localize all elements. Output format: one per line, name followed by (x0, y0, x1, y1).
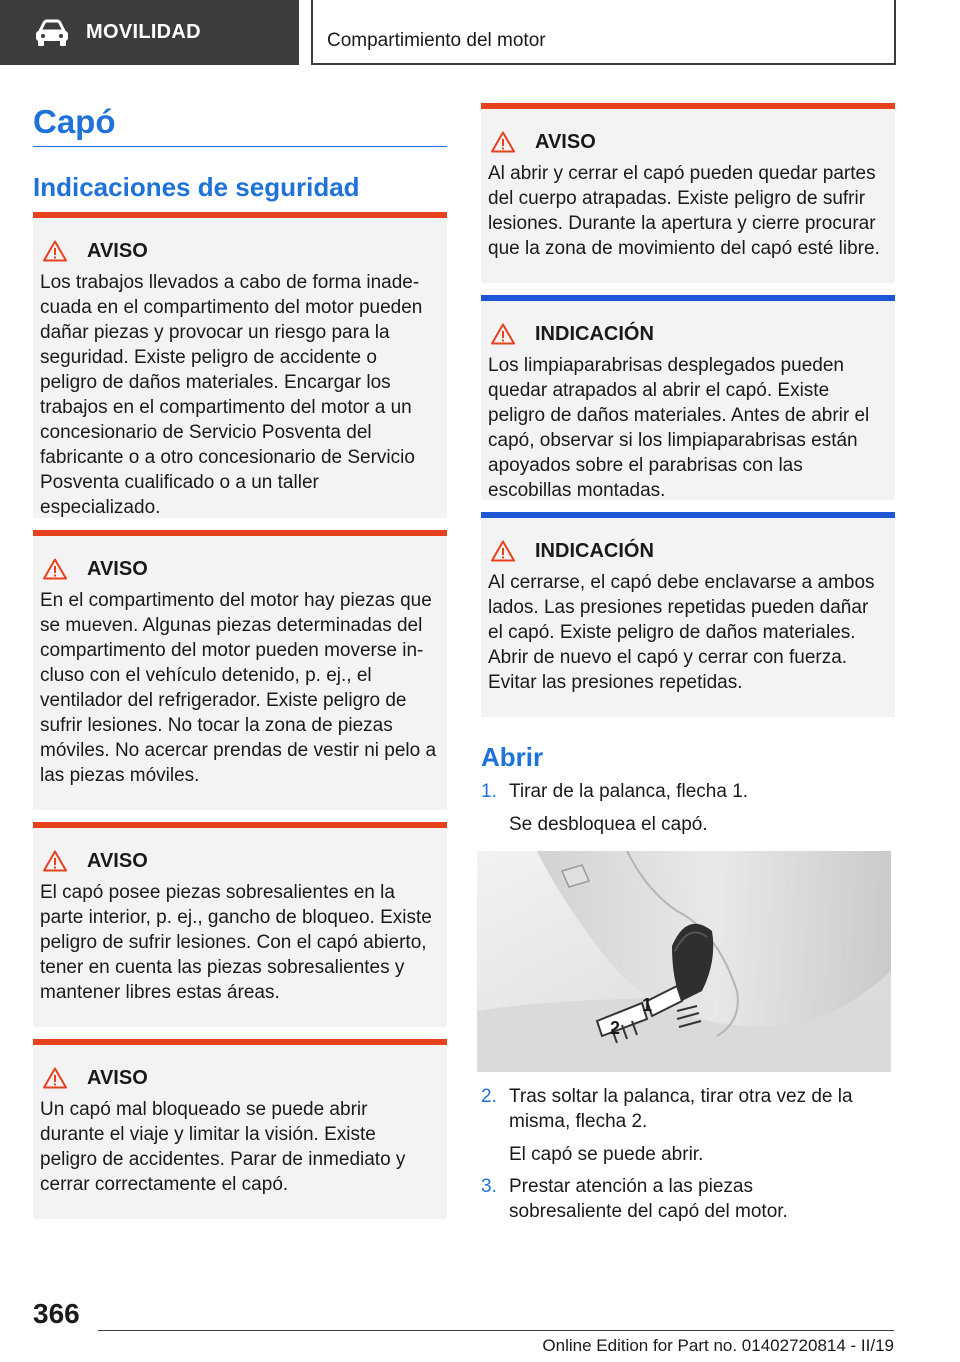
notice-text: Al abrir y cerrar el capó pueden quedar partes del cuerpo atrapadas. Existe peligro de sufrir lesiones. Durante la apertura y cierre procurar que la zona de movimiento del capó esté libre. (488, 163, 880, 259)
section-subtitle: Indicaciones de seguridad (33, 172, 360, 202)
step-item (481, 1174, 869, 1224)
notice-title: INDICACIÓN (535, 539, 654, 562)
warning-triangle-icon (43, 850, 67, 872)
hood-lever-illustration (477, 851, 891, 1072)
step-result: El capó se puede abrir. (509, 1144, 704, 1165)
notice-box (33, 530, 447, 810)
page-title: Capó (33, 103, 116, 140)
footer-divider (98, 1330, 894, 1331)
title-divider (33, 146, 447, 147)
notice-text: Los limpiaparabrisas desplegados pueden quedar atrapados al abrir el capó. Existe peligro de daños materiales. Antes de abrir el capó, observar si los limpiaparabrisas están apoyados sobre el parabrisas con las escobillas montadas. (488, 355, 870, 501)
notice-box (481, 103, 895, 283)
notice-box (33, 1039, 447, 1219)
notice-text: Al cerrarse, el capó debe enclavarse a ambos lados. Las presiones repetidas pueden dañar el capó. Existe peligro de daños materiales. Abrir de nuevo el capó y cerrar con fuerza. Evitar las presiones repetidas. (488, 572, 875, 693)
step-number: 1. (481, 781, 497, 802)
arrow-1-label: 1 (642, 995, 653, 1015)
info-box (481, 512, 895, 717)
notice-title: AVISO (87, 239, 148, 262)
step-text: Prestar atención a las piezas sobresaliente del capó del motor. (509, 1176, 788, 1222)
step-result: Se desbloquea el capó. (509, 814, 708, 835)
step-number: 2. (481, 1086, 497, 1107)
notice-text: En el compartimento del motor hay piezas que se mueven. Algunas piezas determinadas del compartimento del motor pueden moverse incluso con el vehículo detenido, p. ej., el ventilador del refrigerador. Existe peligro de sufrir lesiones. No tocar la zona de piezas móviles. No acercar prendas de vestir ni pelo a las piezas móviles. (40, 590, 437, 786)
car-icon (34, 19, 70, 47)
info-box (481, 295, 895, 500)
step-text: Tras soltar la palanca, tirar otra vez de la misma, flecha 2. (509, 1086, 853, 1132)
warning-triangle-icon (491, 323, 515, 345)
warning-triangle-icon (43, 240, 67, 262)
notice-box (33, 822, 447, 1027)
arrow-2-label: 2 (610, 1018, 621, 1038)
notice-title: INDICACIÓN (535, 322, 654, 345)
step-number: 3. (481, 1176, 497, 1197)
step-item (481, 1084, 869, 1134)
section-label: MOVILIDAD (86, 21, 201, 43)
notice-text: El capó posee piezas sobresalientes en la parte interior, p. ej., gancho de bloqueo. Existe peligro de sufrir lesiones. Con el capó abierto, tener en cuenta las piezas sobresalientes y mantener libres estas áreas. (40, 882, 432, 1003)
hood-lever-drawing (477, 851, 891, 1072)
footer-edition: Online Edition for Part no. 01402720814 - II/19 (542, 1336, 894, 1355)
notice-title: AVISO (87, 849, 148, 872)
notice-text: Un capó mal bloqueado se puede abrir durante el viaje y limitar la visión. Existe peligro de accidentes. Parar de inmediato y cerrar correctamente el capó. (40, 1099, 406, 1195)
chapter-title: Compartimiento del motor (327, 30, 546, 51)
warning-triangle-icon (491, 540, 515, 562)
notice-text: Los trabajos llevados a cabo de forma inadecuada en el compartimento del motor pueden dañar piezas y provocar un riesgo para la seguridad. Existe peligro de accidente o peligro de daños materiales. Encargar los trabajos en el compartimento del motor a un concesionario de Servicio Posventa del fabricante o a otro concesionario de Servicio Posventa cualificado o a un taller especializado. (40, 272, 423, 518)
step-text: Tirar de la palanca, flecha 1. (509, 781, 749, 802)
warning-triangle-icon (491, 131, 515, 153)
notice-title: AVISO (535, 130, 596, 153)
notice-title: AVISO (87, 1066, 148, 1089)
step-item (481, 779, 869, 804)
page-number: 366 (33, 1298, 80, 1329)
notice-box (33, 212, 447, 518)
warning-triangle-icon (43, 1067, 67, 1089)
section-tab[interactable] (0, 0, 299, 65)
chapter-header (311, 0, 896, 65)
notice-title: AVISO (87, 557, 148, 580)
section-heading-abrir: Abrir (481, 742, 544, 772)
warning-triangle-icon (43, 558, 67, 580)
